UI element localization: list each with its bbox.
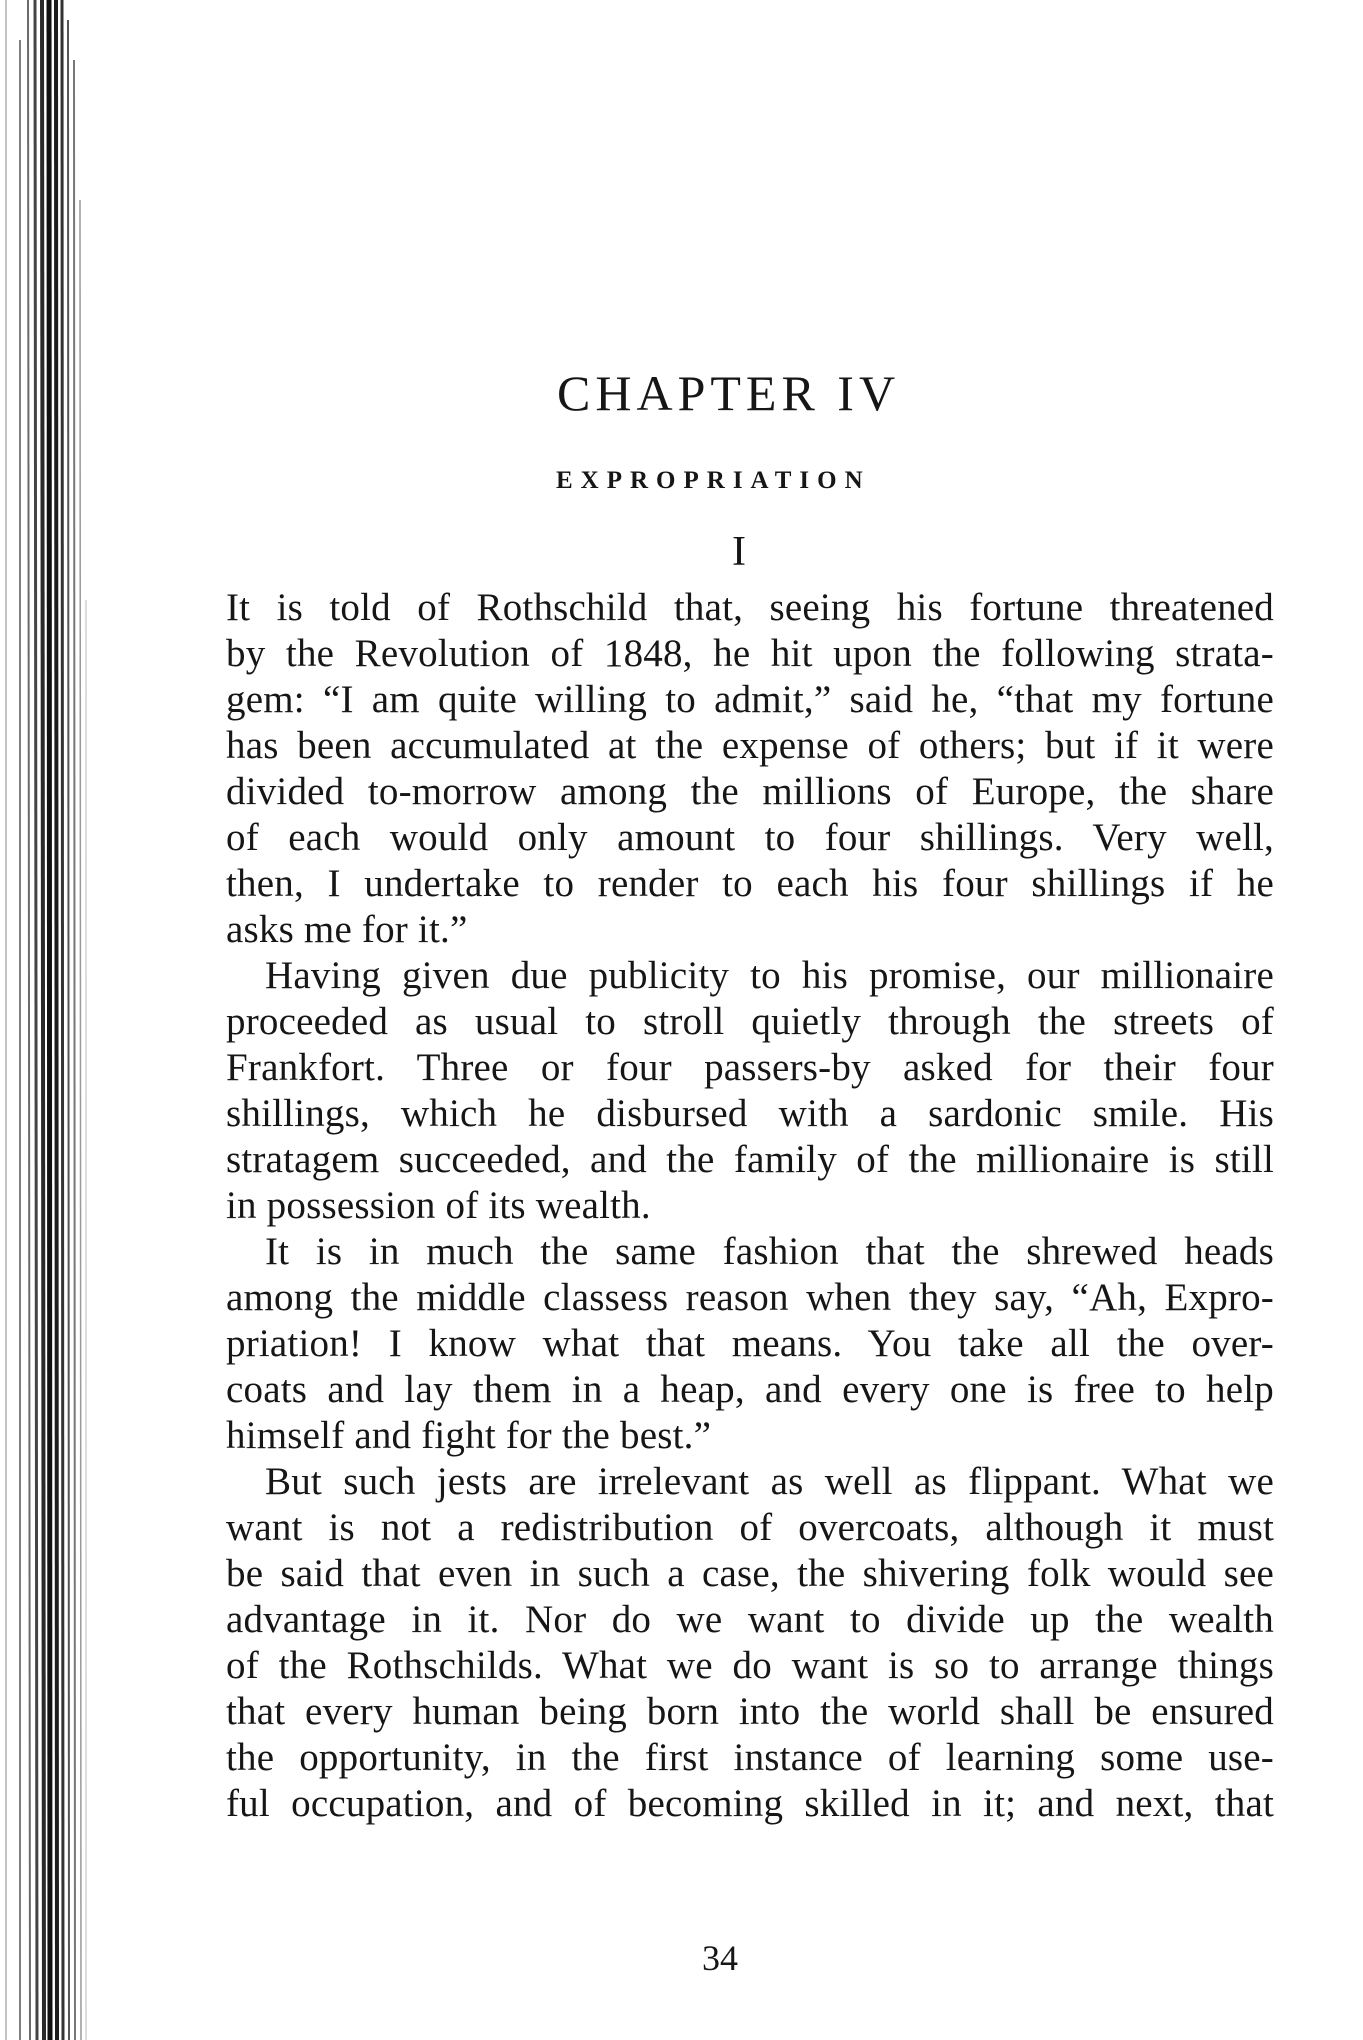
text-line: Having given due publicity to his promise, our millionaire <box>265 954 1274 997</box>
text-line: ful occupation, and of becoming skilled in it; and next, that <box>226 1782 1274 1825</box>
paragraph <box>226 1459 1274 1827</box>
text-line: gem: “I am quite willing to admit,” said he, “that my fortune <box>226 678 1274 721</box>
text-line: himself and fight for the best.” <box>226 1414 712 1457</box>
text-line: that every human being born into the world shall be ensured <box>226 1690 1274 1733</box>
text-line: advantage in it. Nor do we want to divide up the wealth <box>226 1598 1274 1641</box>
page-number: 34 <box>702 1938 738 1978</box>
text-line: divided to-morrow among the millions of Europe, the share <box>226 770 1274 813</box>
text-line: be said that even in such a case, the shivering folk would see <box>226 1552 1274 1595</box>
text-line: of the Rothschilds. What we do want is so to arrange things <box>226 1644 1274 1687</box>
section-number: I <box>732 529 746 575</box>
text-line: has been accumulated at the expense of others; but if it were <box>226 724 1274 767</box>
text-line: asks me for it.” <box>226 908 468 951</box>
body-text <box>226 585 1274 1827</box>
text-line: But such jests are irrelevant as well as flippant. What we <box>265 1460 1274 1503</box>
text-line: among the middle classess reason when they say, “Ah, Expro- <box>226 1276 1274 1319</box>
text-line: shillings, which he disbursed with a sardonic smile. His <box>226 1092 1274 1135</box>
paragraph <box>226 953 1274 1229</box>
text-line: It is in much the same fashion that the shrewed heads <box>265 1230 1274 1273</box>
text-line: Frankfort. Three or four passers-by asked for their four <box>226 1046 1274 1089</box>
text-line: then, I undertake to render to each his four shillings if he <box>226 862 1274 905</box>
text-line: priation! I know what that means. You take all the over- <box>226 1322 1274 1365</box>
text-line: in possession of its wealth. <box>226 1184 651 1227</box>
text-line: stratagem succeeded, and the family of the millionaire is still <box>226 1138 1274 1181</box>
text-line: coats and lay them in a heap, and every one is free to help <box>226 1368 1274 1411</box>
paragraph <box>226 1229 1274 1459</box>
text-line: It is told of Rothschild that, seeing his fortune threatened <box>226 586 1274 629</box>
text-line: proceeded as usual to stroll quietly through the streets of <box>226 1000 1274 1043</box>
text-line: want is not a redistribution of overcoats, although it must <box>226 1506 1274 1549</box>
text-line: of each would only amount to four shillings. Very well, <box>226 816 1274 859</box>
paragraph <box>226 585 1274 953</box>
book-binding-shadow <box>0 0 120 2040</box>
chapter-heading: CHAPTER IV <box>557 365 901 421</box>
chapter-subtitle: EXPROPRIATION <box>556 467 871 494</box>
text-line: the opportunity, in the first instance of learning some use- <box>226 1736 1274 1779</box>
text-line: by the Revolution of 1848, he hit upon the following strata- <box>226 632 1274 675</box>
